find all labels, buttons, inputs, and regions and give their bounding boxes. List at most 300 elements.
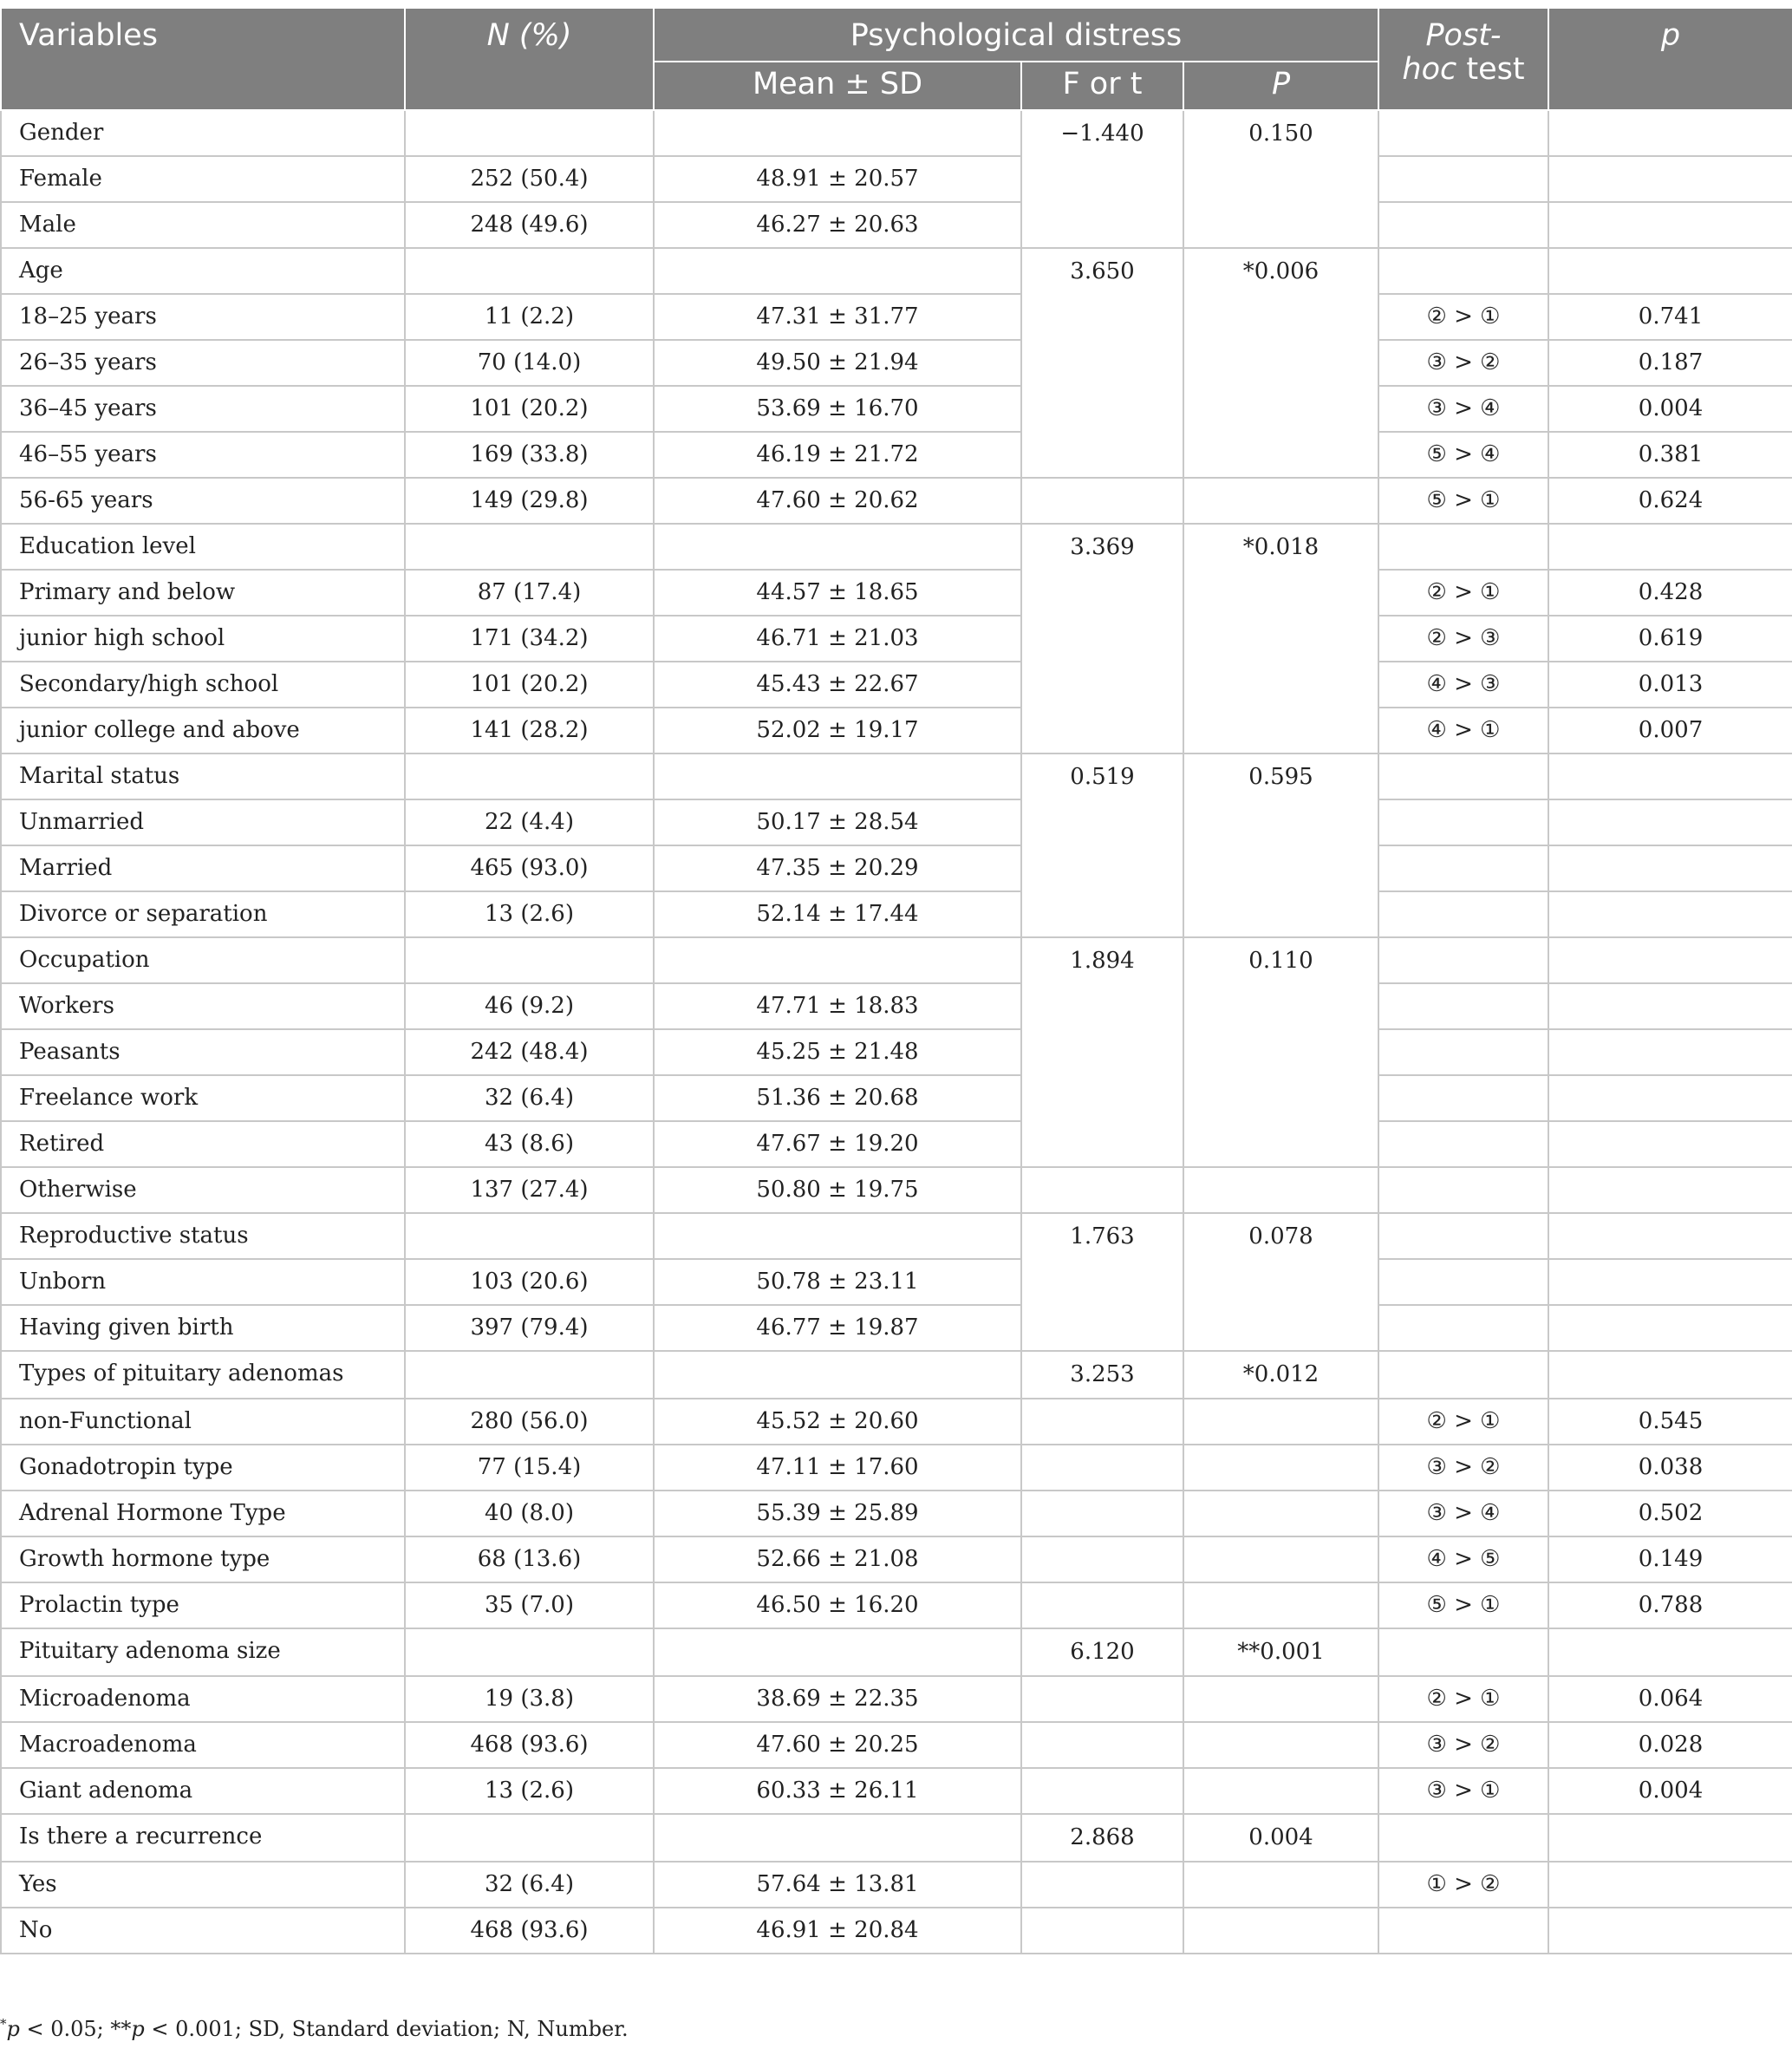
group-posthoc-p-cell bbox=[1548, 524, 1792, 570]
row-p-empty bbox=[1183, 478, 1378, 524]
row-p-empty bbox=[1183, 1908, 1378, 1954]
row-mean-sd: 51.36 ± 20.68 bbox=[654, 1075, 1021, 1121]
group-mean-cell bbox=[654, 1351, 1021, 1399]
row-mean-sd: 46.27 ± 20.63 bbox=[654, 202, 1021, 248]
row-mean-sd: 55.39 ± 25.89 bbox=[654, 1491, 1021, 1536]
row-f-or-t-empty bbox=[1021, 1536, 1183, 1582]
row-n-percent: 70 (14.0) bbox=[405, 340, 654, 386]
table-row bbox=[1, 1908, 1792, 1954]
row-label: junior high school bbox=[1, 616, 405, 662]
table-row bbox=[1, 386, 1792, 432]
table-group-row bbox=[1, 1628, 1792, 1676]
row-mean-sd: 45.52 ± 20.60 bbox=[654, 1399, 1021, 1445]
row-label: Male bbox=[1, 202, 405, 248]
row-n-percent: 242 (48.4) bbox=[405, 1029, 654, 1075]
group-f-or-t-value: 1.894 bbox=[1021, 937, 1183, 1167]
table-row bbox=[1, 616, 1792, 662]
group-p-value: *0.012 bbox=[1183, 1351, 1378, 1399]
row-posthoc: ① > ② bbox=[1378, 1862, 1548, 1908]
group-p-value: *0.018 bbox=[1183, 524, 1378, 753]
row-p-empty bbox=[1183, 1491, 1378, 1536]
row-mean-sd: 46.91 ± 20.84 bbox=[654, 1908, 1021, 1954]
row-posthoc bbox=[1378, 983, 1548, 1029]
group-posthoc-cell bbox=[1378, 937, 1548, 983]
row-posthoc: ④ > ① bbox=[1378, 708, 1548, 753]
row-posthoc bbox=[1378, 1075, 1548, 1121]
group-label: Pituitary adenoma size bbox=[1, 1628, 405, 1676]
row-mean-sd: 53.69 ± 16.70 bbox=[654, 386, 1021, 432]
row-n-percent: 468 (93.6) bbox=[405, 1908, 654, 1954]
group-label: Occupation bbox=[1, 937, 405, 983]
row-posthoc-p: 0.619 bbox=[1548, 616, 1792, 662]
row-mean-sd: 47.67 ± 19.20 bbox=[654, 1121, 1021, 1167]
row-mean-sd: 47.60 ± 20.25 bbox=[654, 1722, 1021, 1768]
table-row bbox=[1, 570, 1792, 616]
table-container bbox=[0, 7, 1792, 1954]
group-posthoc-p-cell bbox=[1548, 753, 1792, 799]
row-mean-sd: 46.77 ± 19.87 bbox=[654, 1305, 1021, 1351]
group-f-or-t-value: 1.763 bbox=[1021, 1213, 1183, 1351]
row-label: Growth hormone type bbox=[1, 1536, 405, 1582]
table-body bbox=[1, 110, 1792, 1954]
row-posthoc: ③ > ④ bbox=[1378, 386, 1548, 432]
row-posthoc: ② > ③ bbox=[1378, 616, 1548, 662]
row-n-percent: 248 (49.6) bbox=[405, 202, 654, 248]
table-row bbox=[1, 1399, 1792, 1445]
group-mean-cell bbox=[654, 1628, 1021, 1676]
row-posthoc-p: 0.381 bbox=[1548, 432, 1792, 478]
group-label: Education level bbox=[1, 524, 405, 570]
row-posthoc-p: 0.064 bbox=[1548, 1676, 1792, 1722]
row-mean-sd: 45.25 ± 21.48 bbox=[654, 1029, 1021, 1075]
row-f-or-t-empty bbox=[1021, 1399, 1183, 1445]
row-n-percent: 280 (56.0) bbox=[405, 1399, 654, 1445]
group-label: Types of pituitary adenomas bbox=[1, 1351, 405, 1399]
table-row bbox=[1, 1676, 1792, 1722]
row-posthoc: ③ > ② bbox=[1378, 1722, 1548, 1768]
table-footnote bbox=[0, 2016, 629, 2041]
footnote-text-2: < 0.001; SD, Standard deviation; N, Number. bbox=[144, 2017, 629, 2041]
row-f-or-t-empty bbox=[1021, 1908, 1183, 1954]
row-n-percent: 32 (6.4) bbox=[405, 1075, 654, 1121]
row-label: Having given birth bbox=[1, 1305, 405, 1351]
header-f-or-t: F or t bbox=[1021, 62, 1183, 110]
row-posthoc-p: 0.545 bbox=[1548, 1399, 1792, 1445]
row-p-empty bbox=[1183, 1768, 1378, 1814]
group-mean-cell bbox=[654, 248, 1021, 294]
group-n-cell bbox=[405, 1351, 654, 1399]
row-mean-sd: 47.71 ± 18.83 bbox=[654, 983, 1021, 1029]
row-posthoc: ② > ① bbox=[1378, 1399, 1548, 1445]
group-p-value: 0.078 bbox=[1183, 1213, 1378, 1351]
table-group-row bbox=[1, 110, 1792, 156]
table-group-row bbox=[1, 248, 1792, 294]
group-n-cell bbox=[405, 1628, 654, 1676]
group-n-cell bbox=[405, 248, 654, 294]
row-label: Female bbox=[1, 156, 405, 202]
group-posthoc-cell bbox=[1378, 248, 1548, 294]
row-mean-sd: 46.50 ± 16.20 bbox=[654, 1582, 1021, 1628]
group-f-or-t-value: 0.519 bbox=[1021, 753, 1183, 937]
table-row bbox=[1, 1121, 1792, 1167]
row-posthoc bbox=[1378, 1121, 1548, 1167]
row-posthoc-p: 0.624 bbox=[1548, 478, 1792, 524]
row-label: Macroadenoma bbox=[1, 1722, 405, 1768]
header-post-hoc-a: Post- bbox=[1425, 18, 1502, 53]
row-posthoc bbox=[1378, 891, 1548, 937]
header-post-hoc-c: test bbox=[1456, 51, 1525, 87]
group-p-value: 0.110 bbox=[1183, 937, 1378, 1167]
group-p-value: 0.004 bbox=[1183, 1814, 1378, 1862]
group-p-value: 0.150 bbox=[1183, 110, 1378, 248]
row-posthoc: ③ > ② bbox=[1378, 1445, 1548, 1491]
row-label: Married bbox=[1, 845, 405, 891]
row-f-or-t-empty bbox=[1021, 1862, 1183, 1908]
row-posthoc-p bbox=[1548, 1862, 1792, 1908]
group-f-or-t-value: 2.868 bbox=[1021, 1814, 1183, 1862]
table-group-row bbox=[1, 1814, 1792, 1862]
row-label: Divorce or separation bbox=[1, 891, 405, 937]
table-group-row bbox=[1, 753, 1792, 799]
row-posthoc bbox=[1378, 1029, 1548, 1075]
row-n-percent: 141 (28.2) bbox=[405, 708, 654, 753]
header-p-small: p bbox=[1548, 8, 1792, 110]
row-label: No bbox=[1, 1908, 405, 1954]
group-mean-cell bbox=[654, 1814, 1021, 1862]
row-posthoc-p: 0.741 bbox=[1548, 294, 1792, 340]
table-row bbox=[1, 708, 1792, 753]
footnote-star: * bbox=[0, 2016, 7, 2032]
row-f-or-t-empty bbox=[1021, 1491, 1183, 1536]
row-n-percent: 101 (20.2) bbox=[405, 386, 654, 432]
row-posthoc-p bbox=[1548, 845, 1792, 891]
row-n-percent: 397 (79.4) bbox=[405, 1305, 654, 1351]
row-mean-sd: 45.43 ± 22.67 bbox=[654, 662, 1021, 708]
group-posthoc-cell bbox=[1378, 753, 1548, 799]
row-posthoc-p bbox=[1548, 1305, 1792, 1351]
psychological-distress-table bbox=[0, 7, 1792, 1954]
row-posthoc bbox=[1378, 1305, 1548, 1351]
row-label: Retired bbox=[1, 1121, 405, 1167]
group-posthoc-p-cell bbox=[1548, 110, 1792, 156]
table-row bbox=[1, 1768, 1792, 1814]
row-p-empty bbox=[1183, 1582, 1378, 1628]
row-posthoc-p bbox=[1548, 1908, 1792, 1954]
row-n-percent: 19 (3.8) bbox=[405, 1676, 654, 1722]
group-posthoc-cell bbox=[1378, 1351, 1548, 1399]
row-label: Peasants bbox=[1, 1029, 405, 1075]
row-posthoc-p bbox=[1548, 1259, 1792, 1305]
table-row bbox=[1, 1582, 1792, 1628]
row-posthoc: ⑤ > ④ bbox=[1378, 432, 1548, 478]
row-label: 26–35 years bbox=[1, 340, 405, 386]
row-label: 56-65 years bbox=[1, 478, 405, 524]
row-n-percent: 32 (6.4) bbox=[405, 1862, 654, 1908]
group-posthoc-cell bbox=[1378, 1628, 1548, 1676]
row-posthoc-p: 0.013 bbox=[1548, 662, 1792, 708]
group-n-cell bbox=[405, 937, 654, 983]
row-p-empty bbox=[1183, 1676, 1378, 1722]
row-n-percent: 101 (20.2) bbox=[405, 662, 654, 708]
row-label: Freelance work bbox=[1, 1075, 405, 1121]
group-posthoc-p-cell bbox=[1548, 1213, 1792, 1259]
group-label: Age bbox=[1, 248, 405, 294]
row-posthoc-p bbox=[1548, 156, 1792, 202]
row-label: Giant adenoma bbox=[1, 1768, 405, 1814]
group-n-cell bbox=[405, 753, 654, 799]
table-row bbox=[1, 1536, 1792, 1582]
footnote-p2: p bbox=[131, 2017, 145, 2041]
group-mean-cell bbox=[654, 1213, 1021, 1259]
group-f-or-t-value: −1.440 bbox=[1021, 110, 1183, 248]
table-row bbox=[1, 1305, 1792, 1351]
group-n-cell bbox=[405, 524, 654, 570]
row-posthoc-p bbox=[1548, 202, 1792, 248]
group-label: Reproductive status bbox=[1, 1213, 405, 1259]
row-p-empty bbox=[1183, 1167, 1378, 1213]
row-posthoc-p bbox=[1548, 983, 1792, 1029]
row-posthoc bbox=[1378, 845, 1548, 891]
row-posthoc-p: 0.502 bbox=[1548, 1491, 1792, 1536]
row-n-percent: 22 (4.4) bbox=[405, 799, 654, 845]
row-posthoc: ③ > ④ bbox=[1378, 1491, 1548, 1536]
row-n-percent: 43 (8.6) bbox=[405, 1121, 654, 1167]
group-posthoc-p-cell bbox=[1548, 1814, 1792, 1862]
group-f-or-t-value: 3.650 bbox=[1021, 248, 1183, 478]
row-posthoc-p: 0.149 bbox=[1548, 1536, 1792, 1582]
group-posthoc-p-cell bbox=[1548, 1628, 1792, 1676]
row-n-percent: 169 (33.8) bbox=[405, 432, 654, 478]
table-group-row bbox=[1, 937, 1792, 983]
row-mean-sd: 50.17 ± 28.54 bbox=[654, 799, 1021, 845]
row-label: Unmarried bbox=[1, 799, 405, 845]
group-n-cell bbox=[405, 1814, 654, 1862]
row-posthoc bbox=[1378, 202, 1548, 248]
group-p-value: **0.001 bbox=[1183, 1628, 1378, 1676]
row-n-percent: 171 (34.2) bbox=[405, 616, 654, 662]
table-row bbox=[1, 1167, 1792, 1213]
row-posthoc-p bbox=[1548, 891, 1792, 937]
group-posthoc-cell bbox=[1378, 1814, 1548, 1862]
table-row bbox=[1, 1862, 1792, 1908]
group-n-cell bbox=[405, 110, 654, 156]
row-mean-sd: 50.80 ± 19.75 bbox=[654, 1167, 1021, 1213]
group-n-cell bbox=[405, 1213, 654, 1259]
row-posthoc: ④ > ③ bbox=[1378, 662, 1548, 708]
group-p-value: *0.006 bbox=[1183, 248, 1378, 478]
table-row bbox=[1, 1491, 1792, 1536]
row-mean-sd: 48.91 ± 20.57 bbox=[654, 156, 1021, 202]
table-row bbox=[1, 1075, 1792, 1121]
row-label: non-Functional bbox=[1, 1399, 405, 1445]
row-posthoc-p: 0.428 bbox=[1548, 570, 1792, 616]
group-f-or-t-value: 3.253 bbox=[1021, 1351, 1183, 1399]
table-row bbox=[1, 432, 1792, 478]
row-posthoc bbox=[1378, 156, 1548, 202]
group-mean-cell bbox=[654, 524, 1021, 570]
row-f-or-t-empty bbox=[1021, 478, 1183, 524]
row-n-percent: 35 (7.0) bbox=[405, 1582, 654, 1628]
table-row bbox=[1, 340, 1792, 386]
group-label: Marital status bbox=[1, 753, 405, 799]
table-row bbox=[1, 799, 1792, 845]
row-posthoc: ④ > ⑤ bbox=[1378, 1536, 1548, 1582]
row-posthoc-p bbox=[1548, 1167, 1792, 1213]
row-posthoc-p bbox=[1548, 1029, 1792, 1075]
header-p-cap: P bbox=[1183, 62, 1378, 110]
row-mean-sd: 47.60 ± 20.62 bbox=[654, 478, 1021, 524]
row-mean-sd: 49.50 ± 21.94 bbox=[654, 340, 1021, 386]
row-posthoc bbox=[1378, 1908, 1548, 1954]
header-post-hoc-test bbox=[1378, 8, 1548, 110]
row-label: Gonadotropin type bbox=[1, 1445, 405, 1491]
row-posthoc: ② > ① bbox=[1378, 294, 1548, 340]
group-p-value: 0.595 bbox=[1183, 753, 1378, 937]
header-variables: Variables bbox=[1, 8, 405, 110]
row-posthoc: ② > ① bbox=[1378, 1676, 1548, 1722]
row-posthoc-p bbox=[1548, 799, 1792, 845]
header-post-hoc-b: hoc bbox=[1402, 51, 1457, 87]
group-posthoc-p-cell bbox=[1548, 248, 1792, 294]
row-mean-sd: 46.71 ± 21.03 bbox=[654, 616, 1021, 662]
table-header bbox=[1, 8, 1792, 110]
row-n-percent: 137 (27.4) bbox=[405, 1167, 654, 1213]
row-n-percent: 11 (2.2) bbox=[405, 294, 654, 340]
group-posthoc-cell bbox=[1378, 524, 1548, 570]
row-label: Secondary/high school bbox=[1, 662, 405, 708]
group-mean-cell bbox=[654, 753, 1021, 799]
row-n-percent: 40 (8.0) bbox=[405, 1491, 654, 1536]
row-label: Yes bbox=[1, 1862, 405, 1908]
table-row bbox=[1, 1445, 1792, 1491]
row-p-empty bbox=[1183, 1445, 1378, 1491]
table-group-row bbox=[1, 524, 1792, 570]
row-label: junior college and above bbox=[1, 708, 405, 753]
row-n-percent: 103 (20.6) bbox=[405, 1259, 654, 1305]
table-row bbox=[1, 1259, 1792, 1305]
row-f-or-t-empty bbox=[1021, 1676, 1183, 1722]
row-label: Microadenoma bbox=[1, 1676, 405, 1722]
row-f-or-t-empty bbox=[1021, 1722, 1183, 1768]
row-label: Otherwise bbox=[1, 1167, 405, 1213]
row-posthoc-p: 0.004 bbox=[1548, 1768, 1792, 1814]
row-mean-sd: 60.33 ± 26.11 bbox=[654, 1768, 1021, 1814]
row-n-percent: 87 (17.4) bbox=[405, 570, 654, 616]
table-row bbox=[1, 891, 1792, 937]
row-mean-sd: 57.64 ± 13.81 bbox=[654, 1862, 1021, 1908]
row-label: Adrenal Hormone Type bbox=[1, 1491, 405, 1536]
row-mean-sd: 52.02 ± 19.17 bbox=[654, 708, 1021, 753]
row-posthoc-p: 0.038 bbox=[1548, 1445, 1792, 1491]
row-f-or-t-empty bbox=[1021, 1768, 1183, 1814]
row-posthoc-p bbox=[1548, 1075, 1792, 1121]
row-posthoc-p: 0.004 bbox=[1548, 386, 1792, 432]
group-posthoc-p-cell bbox=[1548, 937, 1792, 983]
row-posthoc: ⑤ > ① bbox=[1378, 478, 1548, 524]
group-mean-cell bbox=[654, 110, 1021, 156]
group-posthoc-p-cell bbox=[1548, 1351, 1792, 1399]
group-f-or-t-value: 6.120 bbox=[1021, 1628, 1183, 1676]
row-mean-sd: 46.19 ± 21.72 bbox=[654, 432, 1021, 478]
row-label: Primary and below bbox=[1, 570, 405, 616]
row-posthoc-p bbox=[1548, 1121, 1792, 1167]
row-f-or-t-empty bbox=[1021, 1582, 1183, 1628]
row-n-percent: 46 (9.2) bbox=[405, 983, 654, 1029]
row-n-percent: 13 (2.6) bbox=[405, 1768, 654, 1814]
row-label: Prolactin type bbox=[1, 1582, 405, 1628]
row-posthoc-p: 0.788 bbox=[1548, 1582, 1792, 1628]
table-row bbox=[1, 202, 1792, 248]
row-posthoc: ② > ① bbox=[1378, 570, 1548, 616]
table-row bbox=[1, 983, 1792, 1029]
row-posthoc bbox=[1378, 1167, 1548, 1213]
row-f-or-t-empty bbox=[1021, 1445, 1183, 1491]
row-p-empty bbox=[1183, 1862, 1378, 1908]
row-mean-sd: 47.35 ± 20.29 bbox=[654, 845, 1021, 891]
row-label: Unborn bbox=[1, 1259, 405, 1305]
row-mean-sd: 38.69 ± 22.35 bbox=[654, 1676, 1021, 1722]
group-label: Gender bbox=[1, 110, 405, 156]
row-posthoc bbox=[1378, 1259, 1548, 1305]
row-n-percent: 149 (29.8) bbox=[405, 478, 654, 524]
row-mean-sd: 47.11 ± 17.60 bbox=[654, 1445, 1021, 1491]
group-label: Is there a recurrence bbox=[1, 1814, 405, 1862]
table-group-row bbox=[1, 1351, 1792, 1399]
row-label: 36–45 years bbox=[1, 386, 405, 432]
row-posthoc-p: 0.028 bbox=[1548, 1722, 1792, 1768]
table-group-row bbox=[1, 1213, 1792, 1259]
row-p-empty bbox=[1183, 1722, 1378, 1768]
header-mean-sd: Mean ± SD bbox=[654, 62, 1021, 110]
footnote-text-1: < 0.05; ** bbox=[19, 2017, 132, 2041]
row-mean-sd: 52.66 ± 21.08 bbox=[654, 1536, 1021, 1582]
footnote-p1: p bbox=[6, 2017, 20, 2041]
row-mean-sd: 52.14 ± 17.44 bbox=[654, 891, 1021, 937]
row-label: 46–55 years bbox=[1, 432, 405, 478]
header-psychological-distress: Psychological distress bbox=[654, 8, 1378, 62]
row-n-percent: 77 (15.4) bbox=[405, 1445, 654, 1491]
row-posthoc-p: 0.007 bbox=[1548, 708, 1792, 753]
row-posthoc-p: 0.187 bbox=[1548, 340, 1792, 386]
row-p-empty bbox=[1183, 1536, 1378, 1582]
group-f-or-t-value: 3.369 bbox=[1021, 524, 1183, 753]
table-row bbox=[1, 662, 1792, 708]
header-n-percent: N (%) bbox=[405, 8, 654, 110]
row-n-percent: 252 (50.4) bbox=[405, 156, 654, 202]
row-n-percent: 68 (13.6) bbox=[405, 1536, 654, 1582]
table-row bbox=[1, 845, 1792, 891]
table-row bbox=[1, 156, 1792, 202]
row-posthoc: ⑤ > ① bbox=[1378, 1582, 1548, 1628]
row-posthoc bbox=[1378, 799, 1548, 845]
row-posthoc: ③ > ② bbox=[1378, 340, 1548, 386]
row-f-or-t-empty bbox=[1021, 1167, 1183, 1213]
row-p-empty bbox=[1183, 1399, 1378, 1445]
table-row bbox=[1, 478, 1792, 524]
row-mean-sd: 44.57 ± 18.65 bbox=[654, 570, 1021, 616]
row-label: Workers bbox=[1, 983, 405, 1029]
row-n-percent: 13 (2.6) bbox=[405, 891, 654, 937]
table-row bbox=[1, 1029, 1792, 1075]
row-posthoc: ③ > ① bbox=[1378, 1768, 1548, 1814]
row-n-percent: 465 (93.0) bbox=[405, 845, 654, 891]
group-posthoc-cell bbox=[1378, 110, 1548, 156]
row-label: 18–25 years bbox=[1, 294, 405, 340]
table-row bbox=[1, 1722, 1792, 1768]
group-posthoc-cell bbox=[1378, 1213, 1548, 1259]
row-mean-sd: 50.78 ± 23.11 bbox=[654, 1259, 1021, 1305]
row-n-percent: 468 (93.6) bbox=[405, 1722, 654, 1768]
